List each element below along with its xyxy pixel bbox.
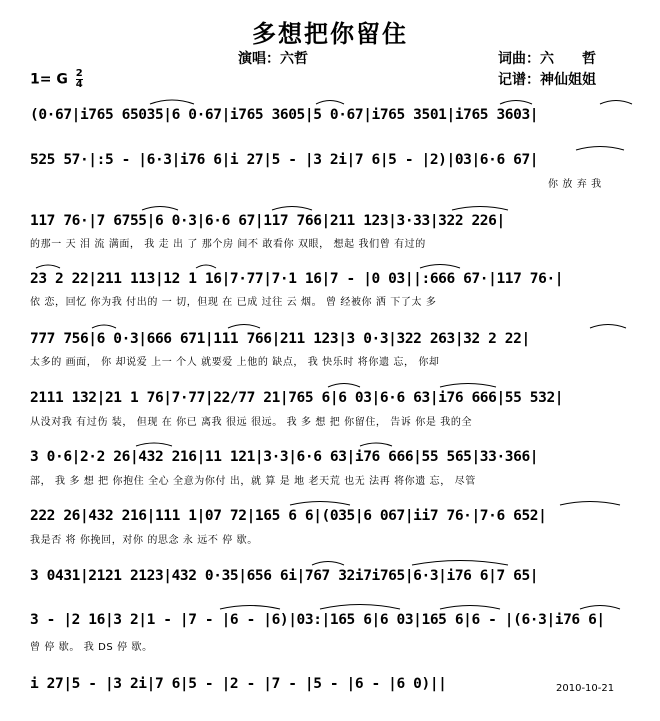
- lyric-row-5: 太多的 画面， 你 却说爱 上一 个人 就要爱 上他的 缺点， 我 快乐时 将你遗 忘， 你却: [30, 357, 440, 368]
- time-denominator: 4: [75, 79, 83, 90]
- composer-credit: 词曲：六 哲: [498, 51, 596, 67]
- notation-row-10: 3 - |2 16|3 2|1 - |7 - |6 - |6)|03:|165 6|6 03|165 6|6 - |(6·3|i76 6|: [30, 612, 605, 628]
- notation-row-8: 222 26|432 216|111 1|07 72|165 6 6|(035|6 067|ii7 76·|7·6 652|: [30, 508, 547, 524]
- date-stamp: 2010-10-21: [556, 683, 615, 694]
- key-signature: [30, 69, 83, 90]
- notation-row-7: 3 0·6|2·2 26|432 216|11 121|3·3|6·6 63|i76 666|55 565|33·366|: [30, 449, 539, 465]
- transcriber-credit: 记谱：神仙姐姐: [498, 72, 596, 88]
- lyric-row-6: 从没对我 有过伤 装， 但现 在 你已 离我 很远 很远。 我 多 想 把 你留住， 告诉 你是 我的全: [30, 417, 473, 428]
- notation-row-9: 3 0431|2121 2123|432 0·35|656 6i|767 32i7i765|6·3|i76 6|7 65|: [30, 568, 539, 584]
- notation-row-6: 2111 132|21 1 76|7·77|22/77 21|765 6|6 03|6·6 63|i76 666|55 532|: [30, 390, 564, 406]
- notation-row-5: 777 756|6 0·3|666 671|111 766|211 123|3 0·3|322 263|32 2 22|: [30, 331, 530, 347]
- song-title: 多想把你留住: [252, 20, 408, 48]
- singer: 演唱：六哲: [238, 51, 308, 67]
- lyric-row-10: 曾 停 歇。 我 DS 停 歇。: [30, 642, 153, 653]
- notation-row-4: 23 2 22|211 113|12 1 16|7·77|7·1 16|7 - |0 03||:666 67·|117 76·|: [30, 271, 564, 287]
- lyric-row-7: 部， 我 多 想 把 你抱住 全心 全意为你付 出，就 算 是 地 老天荒 也无 法再 将你遗 忘， 尽管: [30, 476, 476, 487]
- time-numerator: 2: [75, 68, 83, 79]
- key-label: 1= G: [30, 71, 68, 88]
- time-signature: [76, 69, 83, 90]
- notation-row-2: 525 57·|:5 - |6·3|i76 6|i 27|5 - |3 2i|7 6|5 - |2)|03|6·6 67|: [30, 152, 539, 168]
- lyric-row-3: 的那一 天 泪 流 满面， 我 走 出 了 那个房 间不 敢看你 双眼， 想起 我们曾 有过的: [30, 239, 426, 250]
- notation-row-3: 117 76·|7 6755|6 0·3|6·6 67|117 766|211 123|3·33|322 226|: [30, 213, 505, 229]
- lyric-row-2: 你 放 弃 我: [548, 179, 602, 190]
- notation-row-11: i 27|5 - |3 2i|7 6|5 - |2 - |7 - |5 - |6 - |6 0)||: [30, 676, 447, 692]
- lyric-row-8: 我是否 将 你挽回，对你 的思念 永 远不 停 歇。: [30, 535, 258, 546]
- lyric-row-4: 依 恋，回忆 你为我 付出的 一 切，但现 在 已成 过往 云 烟。 曾 经被你 洒 下了太 多: [30, 297, 437, 308]
- notation-row-1: (0·67|i765 65035|6 0·67|i765 3605|5 0·67|i765 3501|i765 3603|: [30, 107, 539, 123]
